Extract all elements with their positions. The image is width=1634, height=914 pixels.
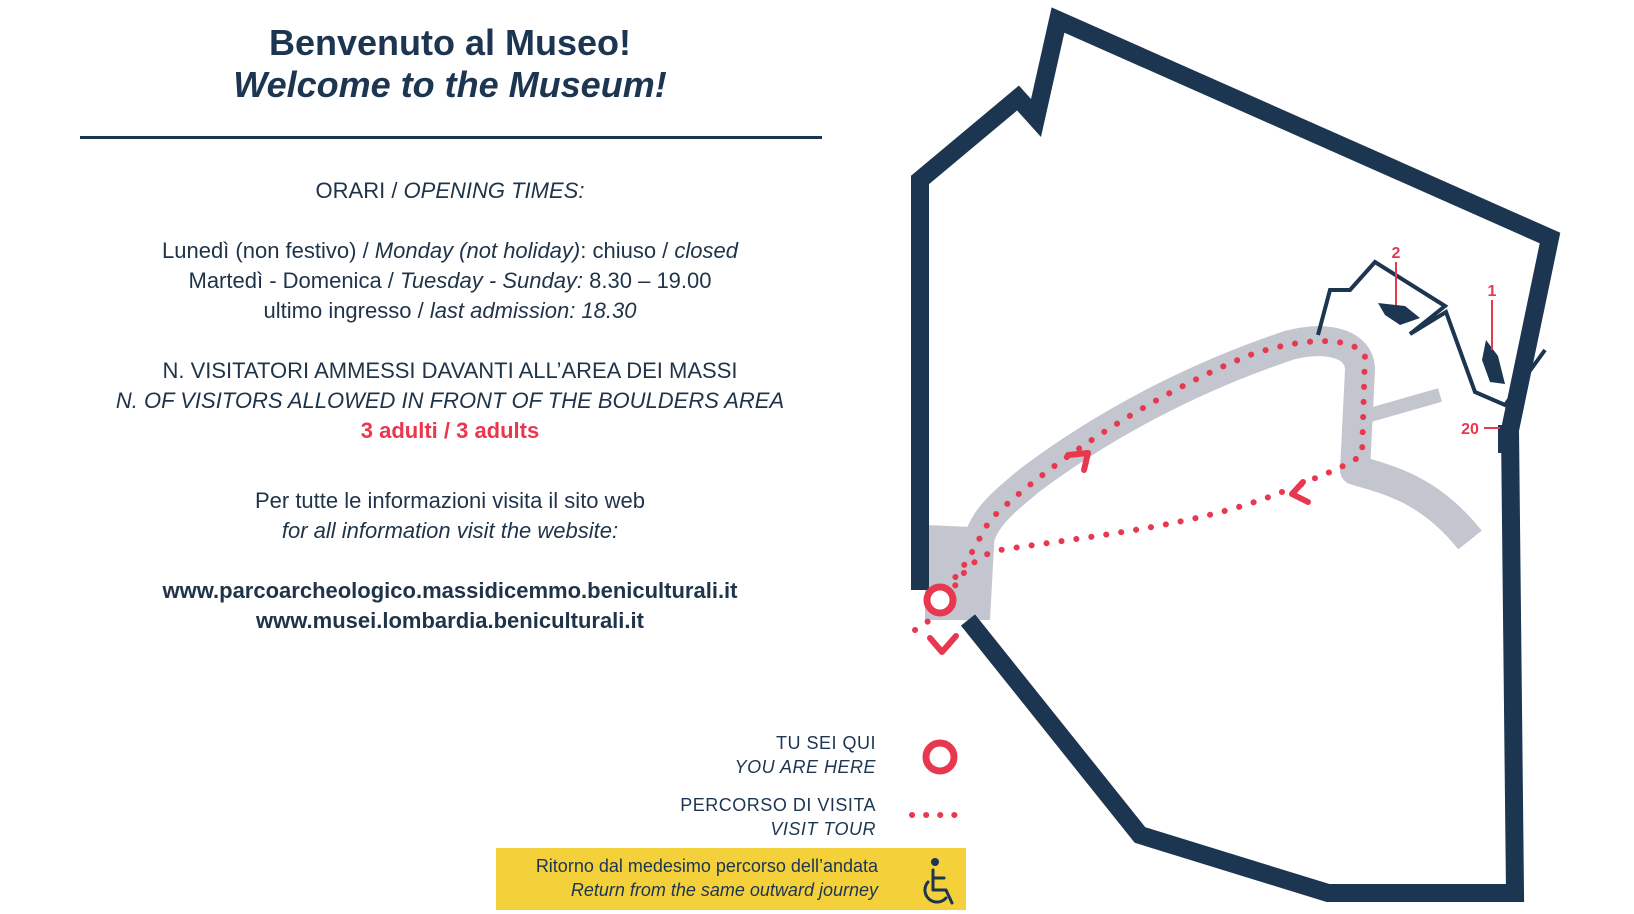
tour-arrow-exit-icon [930, 636, 956, 652]
legend-tour-it: PERCORSO DI VISITA [680, 795, 876, 815]
legend-you-are-here-icon [926, 743, 954, 771]
monday-status-en: closed [674, 238, 738, 263]
last-admission-it: ultimo ingresso / [263, 298, 430, 323]
title-english: Welcome to the Museum! [233, 64, 667, 105]
week-time: 8.30 – 19.00 [583, 268, 712, 293]
visitors-count: 3 adulti / 3 adults [360, 418, 540, 443]
website-link-1[interactable]: www.parcoarcheologico.massidicemmo.beniculturali.it [162, 578, 738, 603]
boulder-2 [1378, 303, 1420, 325]
you-are-here-marker [927, 587, 953, 613]
legend-tour-en: VISIT TOUR [770, 819, 876, 839]
boulder-20 [1498, 425, 1510, 453]
wheelchair-icon [925, 858, 952, 903]
boulder-1-label: 1 [1487, 283, 1497, 300]
monday-status-it: : chiuso / [580, 238, 675, 263]
visitors-english: N. OF VISITORS ALLOWED IN FRONT OF THE BOULDERS AREA [115, 388, 785, 413]
boulder-1 [1482, 340, 1505, 384]
legend-here-en: YOU ARE HERE [734, 757, 876, 777]
opening-times-heading-it: ORARI / [315, 178, 404, 203]
monday-it: Lunedì (non festivo) / [162, 238, 375, 263]
monday-en: Monday (not holiday) [374, 238, 581, 263]
website-link-2[interactable]: www.musei.lombardia.beniculturali.it [256, 608, 644, 633]
last-admission-en: last admission: 18.30 [429, 298, 637, 323]
info-english: for all information visit the website: [281, 518, 619, 543]
boulder-20-label: 20 [1461, 421, 1479, 438]
walkway-branch [1370, 395, 1440, 415]
title-italian: Benvenuto al Museo! [268, 22, 632, 63]
week-it: Martedì - Domenica / [188, 268, 401, 293]
boulder-2-label: 2 [1391, 245, 1401, 262]
site-boundary [920, 20, 1550, 893]
tour-outward-route [945, 341, 1365, 588]
walkway-path [975, 341, 1470, 555]
visitors-italian: N. VISITATORI AMMESSI DAVANTI ALL’AREA DEI MASSI [162, 358, 738, 383]
tour-exit-dots [915, 620, 930, 630]
tour-arrow-back-icon [1292, 482, 1308, 502]
week-en: Tuesday - Sunday: [400, 268, 584, 293]
return-note-it: Ritorno dal medesimo percorso dell’andata [535, 856, 878, 876]
legend-here-it: TU SEI QUI [775, 733, 876, 753]
return-note-en: Return from the same outward journey [570, 880, 878, 900]
info-italian: Per tutte le informazioni visita il sito web [254, 488, 646, 513]
opening-times-heading-en: OPENING TIMES: [403, 178, 585, 203]
